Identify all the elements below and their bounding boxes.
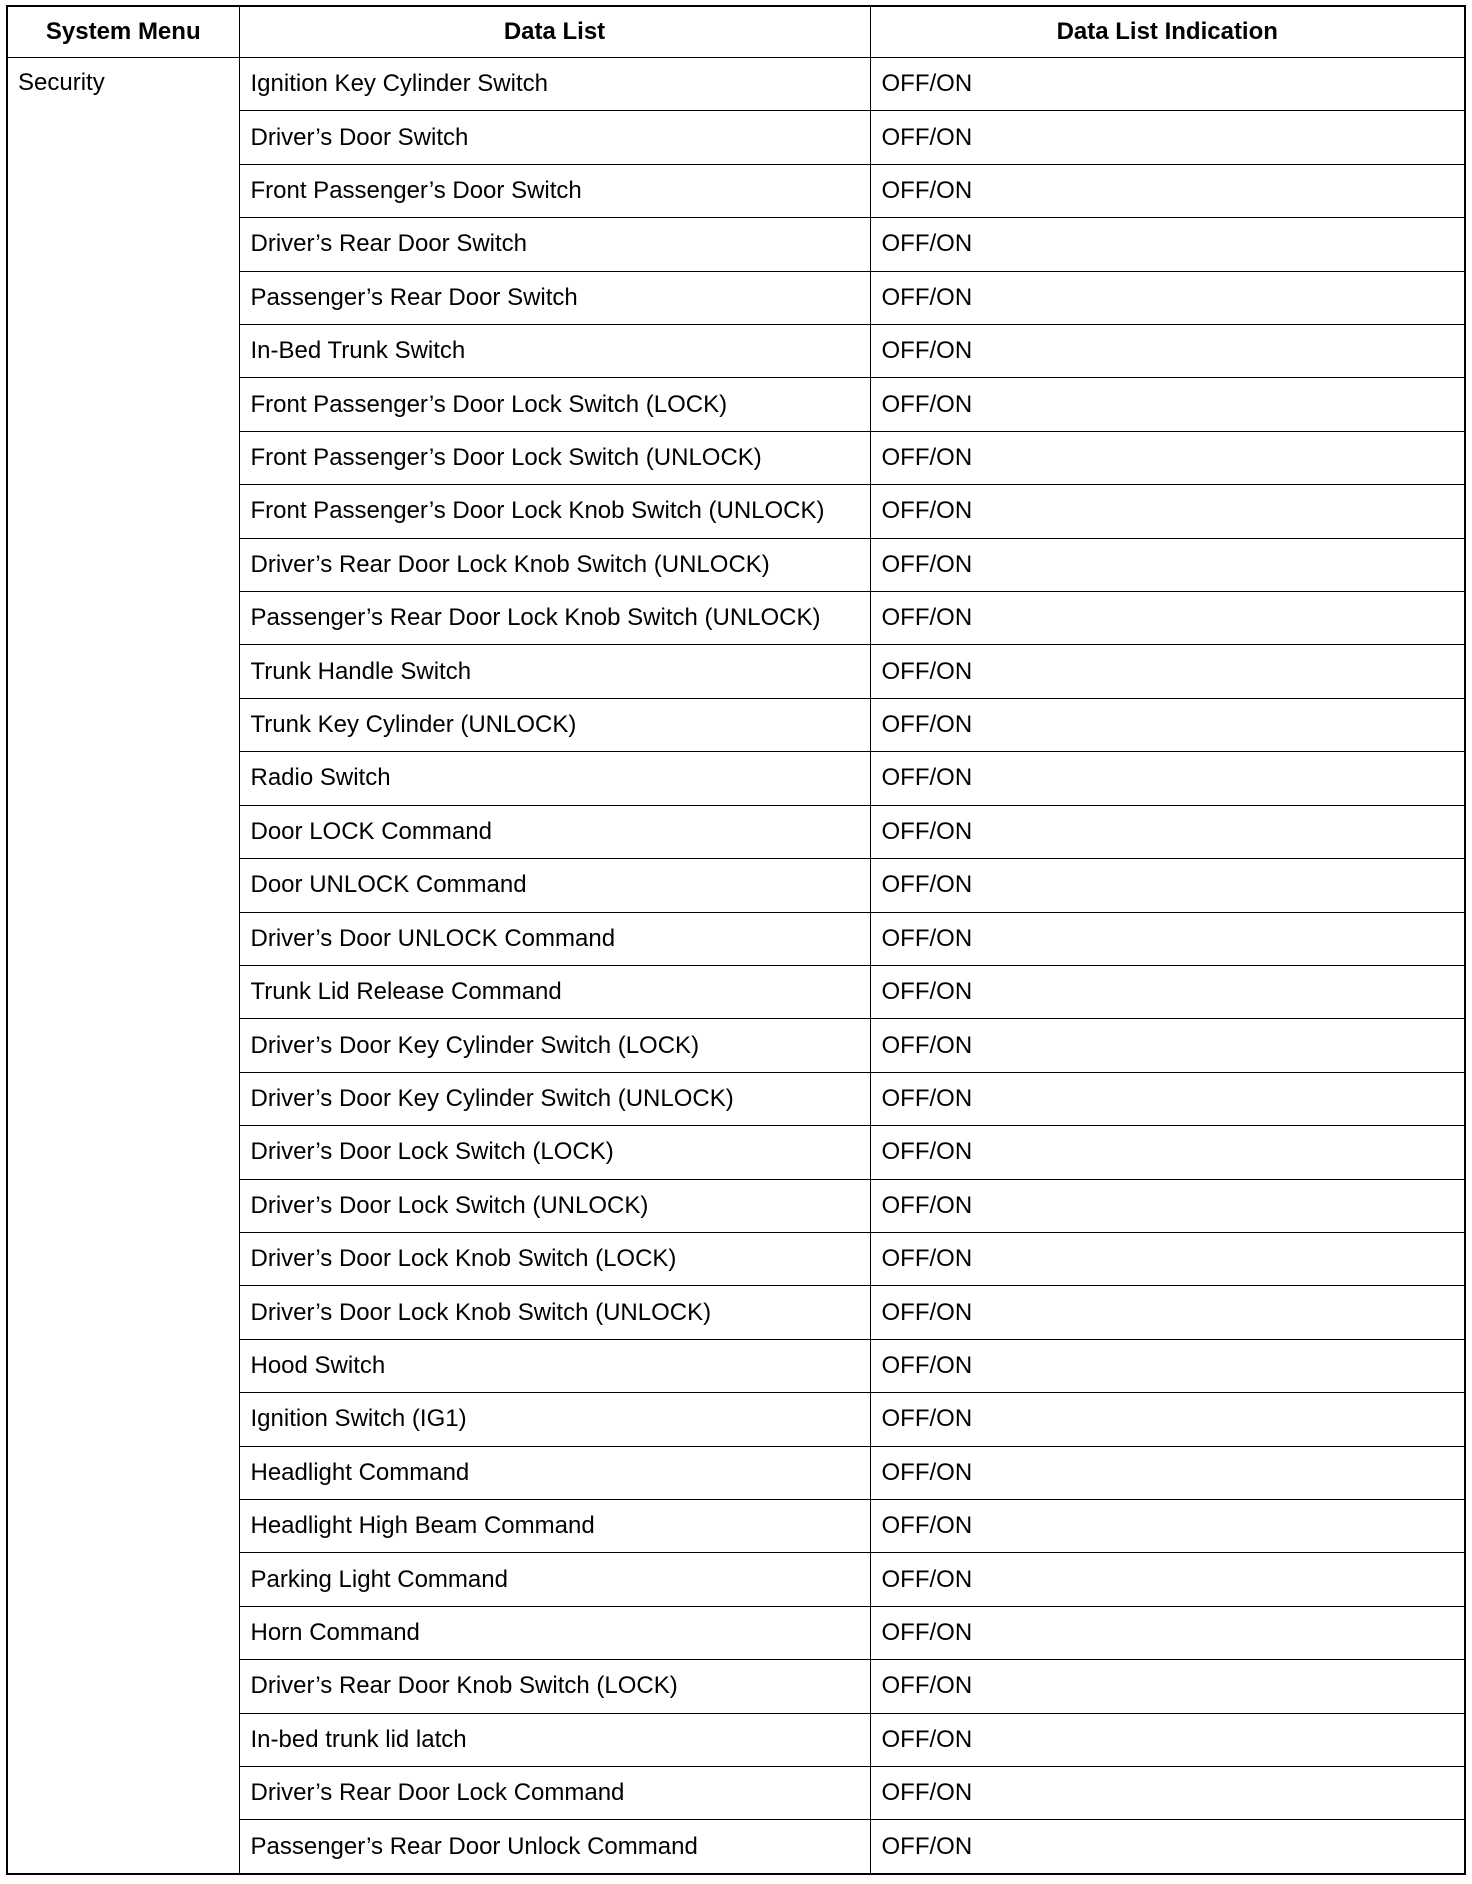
data-list-item: Driver’s Door Lock Switch (LOCK) bbox=[239, 1126, 870, 1179]
data-list-item: Driver’s Rear Door Lock Knob Switch (UNLOCK) bbox=[239, 538, 870, 591]
data-list-item: Front Passenger’s Door Lock Knob Switch (UNLOCK) bbox=[239, 485, 870, 538]
data-list-indication: OFF/ON bbox=[870, 1767, 1465, 1820]
data-list-indication: OFF/ON bbox=[870, 164, 1465, 217]
data-list-indication: OFF/ON bbox=[870, 1126, 1465, 1179]
data-list-indication: OFF/ON bbox=[870, 1232, 1465, 1285]
data-list-item: Driver’s Rear Door Knob Switch (LOCK) bbox=[239, 1660, 870, 1713]
data-list-indication: OFF/ON bbox=[870, 1179, 1465, 1232]
data-list-indication: OFF/ON bbox=[870, 1820, 1465, 1874]
data-list-item: Driver’s Door Key Cylinder Switch (LOCK) bbox=[239, 1019, 870, 1072]
data-list-table bbox=[6, 5, 1466, 1875]
data-list-item: Hood Switch bbox=[239, 1339, 870, 1392]
data-list-item: Driver’s Door Lock Knob Switch (LOCK) bbox=[239, 1232, 870, 1285]
data-list-item: Passenger’s Rear Door Switch bbox=[239, 271, 870, 324]
header-system-menu: System Menu bbox=[7, 6, 239, 58]
data-list-indication: OFF/ON bbox=[870, 431, 1465, 484]
data-list-indication: OFF/ON bbox=[870, 965, 1465, 1018]
data-list-indication: OFF/ON bbox=[870, 859, 1465, 912]
data-list-item: Driver’s Door Switch bbox=[239, 111, 870, 164]
data-list-item: Trunk Key Cylinder (UNLOCK) bbox=[239, 698, 870, 751]
data-list-indication: OFF/ON bbox=[870, 1393, 1465, 1446]
header-data-list: Data List bbox=[239, 6, 870, 58]
data-list-indication: OFF/ON bbox=[870, 1446, 1465, 1499]
data-list-indication: OFF/ON bbox=[870, 912, 1465, 965]
data-list-item: Headlight High Beam Command bbox=[239, 1499, 870, 1552]
data-list-indication: OFF/ON bbox=[870, 538, 1465, 591]
data-list-item: Driver’s Door Key Cylinder Switch (UNLOCK) bbox=[239, 1072, 870, 1125]
data-list-indication: OFF/ON bbox=[870, 1713, 1465, 1766]
data-list-item: Driver’s Rear Door Switch bbox=[239, 218, 870, 271]
data-list-item: Trunk Lid Release Command bbox=[239, 965, 870, 1018]
data-list-indication: OFF/ON bbox=[870, 1286, 1465, 1339]
data-list-item: Door UNLOCK Command bbox=[239, 859, 870, 912]
data-list-item: Driver’s Door Lock Switch (UNLOCK) bbox=[239, 1179, 870, 1232]
data-list-indication: OFF/ON bbox=[870, 58, 1465, 111]
data-list-item: Passenger’s Rear Door Lock Knob Switch (UNLOCK) bbox=[239, 592, 870, 645]
data-list-item: Ignition Key Cylinder Switch bbox=[239, 58, 870, 111]
data-list-item: Trunk Handle Switch bbox=[239, 645, 870, 698]
data-list-item: Driver’s Door UNLOCK Command bbox=[239, 912, 870, 965]
table-row bbox=[7, 58, 1465, 111]
data-list-indication: OFF/ON bbox=[870, 805, 1465, 858]
data-list-item: In-bed trunk lid latch bbox=[239, 1713, 870, 1766]
data-list-indication: OFF/ON bbox=[870, 1339, 1465, 1392]
data-list-indication: OFF/ON bbox=[870, 271, 1465, 324]
data-list-item: Front Passenger’s Door Lock Switch (LOCK) bbox=[239, 378, 870, 431]
data-list-item: Passenger’s Rear Door Unlock Command bbox=[239, 1820, 870, 1874]
header-data-list-indication: Data List Indication bbox=[870, 6, 1465, 58]
data-list-indication: OFF/ON bbox=[870, 1499, 1465, 1552]
data-list-indication: OFF/ON bbox=[870, 645, 1465, 698]
data-list-item: Radio Switch bbox=[239, 752, 870, 805]
data-list-item: Ignition Switch (IG1) bbox=[239, 1393, 870, 1446]
data-list-item: Door LOCK Command bbox=[239, 805, 870, 858]
data-list-indication: OFF/ON bbox=[870, 1019, 1465, 1072]
data-list-indication: OFF/ON bbox=[870, 218, 1465, 271]
data-list-indication: OFF/ON bbox=[870, 752, 1465, 805]
data-list-item: Parking Light Command bbox=[239, 1553, 870, 1606]
data-list-indication: OFF/ON bbox=[870, 1660, 1465, 1713]
data-list-indication: OFF/ON bbox=[870, 1606, 1465, 1659]
data-list-indication: OFF/ON bbox=[870, 1553, 1465, 1606]
system-menu-cell: Security bbox=[7, 58, 239, 1875]
data-list-indication: OFF/ON bbox=[870, 1072, 1465, 1125]
data-list-item: Headlight Command bbox=[239, 1446, 870, 1499]
data-list-indication: OFF/ON bbox=[870, 111, 1465, 164]
data-list-item: Driver’s Rear Door Lock Command bbox=[239, 1767, 870, 1820]
data-list-item: Driver’s Door Lock Knob Switch (UNLOCK) bbox=[239, 1286, 870, 1339]
data-list-item: In-Bed Trunk Switch bbox=[239, 325, 870, 378]
data-list-indication: OFF/ON bbox=[870, 325, 1465, 378]
table-body bbox=[7, 58, 1465, 1875]
data-list-item: Horn Command bbox=[239, 1606, 870, 1659]
data-list-indication: OFF/ON bbox=[870, 592, 1465, 645]
data-list-item: Front Passenger’s Door Lock Switch (UNLOCK) bbox=[239, 431, 870, 484]
data-list-indication: OFF/ON bbox=[870, 485, 1465, 538]
table-header-row bbox=[7, 6, 1465, 58]
data-list-indication: OFF/ON bbox=[870, 378, 1465, 431]
data-list-indication: OFF/ON bbox=[870, 698, 1465, 751]
document-page bbox=[6, 5, 1466, 1875]
data-list-item: Front Passenger’s Door Switch bbox=[239, 164, 870, 217]
